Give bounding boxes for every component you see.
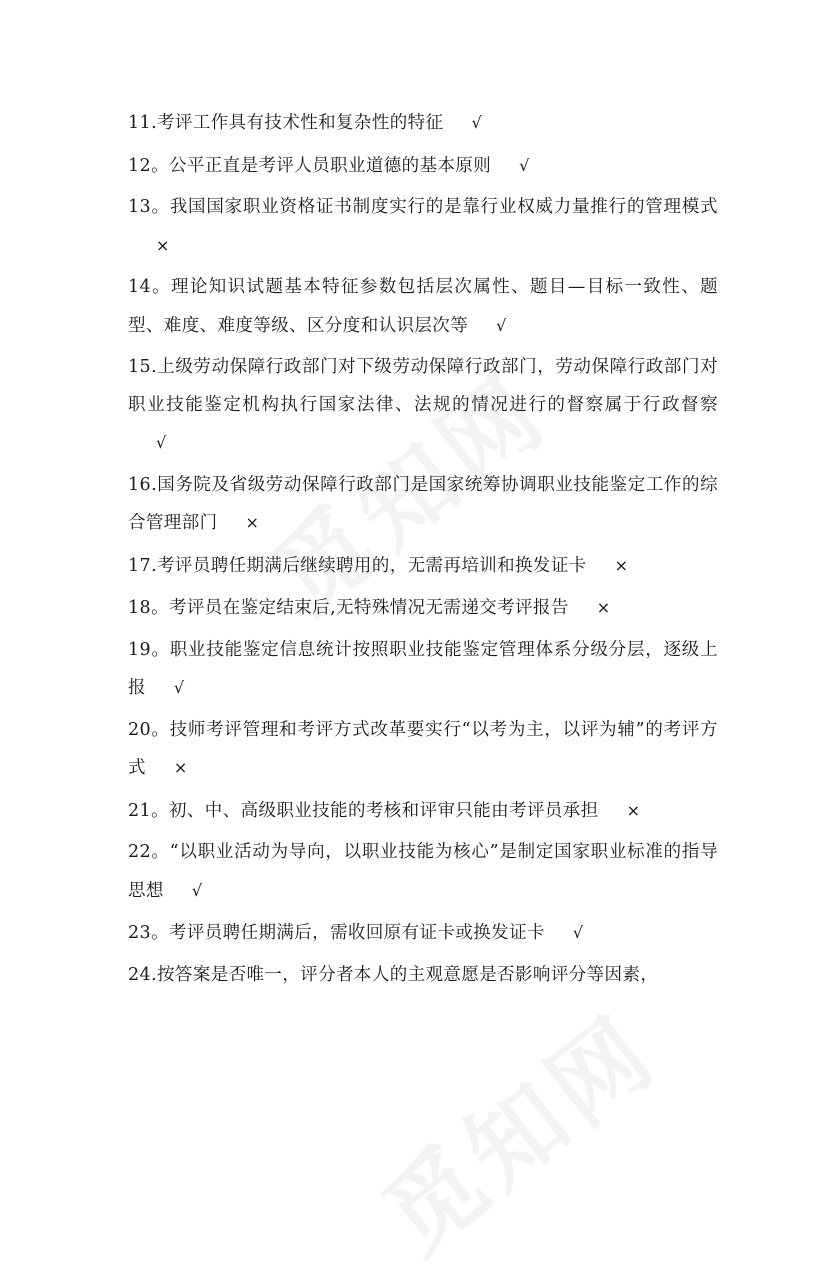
question-item-20: [128, 712, 718, 788]
question-text: 14。理论知识试题基本特征参数包括层次属性、题目—目标一致性、题型、难度、难度等级、区分度和认识层次等: [128, 277, 718, 336]
question-item-19: [128, 632, 718, 708]
question-text: 15.上级劳动保障行政部门对下级劳动保障行政部门，劳动保障行政部门对职业技能鉴定机构执行国家法律、法规的情况进行的督察属于行政督察: [128, 357, 718, 415]
answer-mark: √: [572, 923, 584, 942]
answer-mark: ×: [626, 800, 641, 820]
question-text: 17.考评员聘任期满后继续聘用的，无需再培训和换发证卡: [128, 555, 587, 576]
question-text: 24.按答案是否唯一，评分者本人的主观意愿是否影响评分等因素，: [128, 964, 659, 985]
question-item-24: [128, 957, 718, 995]
question-item-23: [128, 914, 718, 953]
question-text: 20。技师考评管理和考评方式改革要实行“以考为主，以评为辅”的考评方式: [128, 719, 718, 778]
question-item-12: [128, 147, 718, 186]
question-item-11: [128, 104, 718, 143]
question-item-15: [128, 349, 718, 463]
question-item-14: [128, 269, 718, 345]
question-text: 18。考评员在鉴定结束后,无特殊情况无需递交考评报告: [128, 598, 569, 618]
question-text: 23。考评员聘任期满后，需收回原有证卡或换发证卡: [128, 923, 545, 943]
question-item-18: [128, 589, 718, 628]
watermark: [351, 978, 681, 1278]
question-text: 12。公平正直是考评人员职业道德的基本原则: [128, 155, 492, 176]
question-item-17: [128, 547, 718, 586]
answer-mark: √: [496, 315, 507, 335]
question-text: 11.考评工作具有技术性和复杂性的特征: [128, 113, 444, 133]
question-text: 19。职业技能鉴定信息统计按照职业技能鉴定管理体系分级分层，逐级上报: [128, 639, 718, 698]
question-text: 21。初、中、高级职业技能的考核和评审只能由考评员承担: [128, 800, 599, 821]
answer-mark: √: [191, 880, 203, 900]
document-body: [128, 104, 718, 998]
answer-mark: ×: [156, 235, 170, 255]
answer-mark: ×: [614, 555, 629, 575]
answer-mark: √: [173, 678, 185, 697]
question-text: 22。“以职业活动为导向，以职业技能为核心”是制定国家职业标准的指导思想: [128, 842, 718, 901]
question-text: 16.国务院及省级劳动保障行政部门是国家统筹协调职业技能鉴定工作的综合管理部门: [128, 474, 718, 533]
answer-mark: ×: [596, 598, 611, 617]
answer-mark: √: [519, 155, 530, 175]
question-item-16: [128, 467, 718, 543]
answer-mark: √: [156, 433, 167, 452]
question-item-13: [128, 189, 718, 265]
question-item-21: [128, 792, 718, 831]
answer-mark: ×: [245, 513, 260, 532]
answer-mark: √: [471, 113, 483, 132]
question-item-22: [128, 834, 718, 910]
question-text: 13。我国国家职业资格证书制度实行的是靠行业权威力量推行的管理模式: [128, 197, 718, 217]
answer-mark: ×: [173, 758, 188, 777]
